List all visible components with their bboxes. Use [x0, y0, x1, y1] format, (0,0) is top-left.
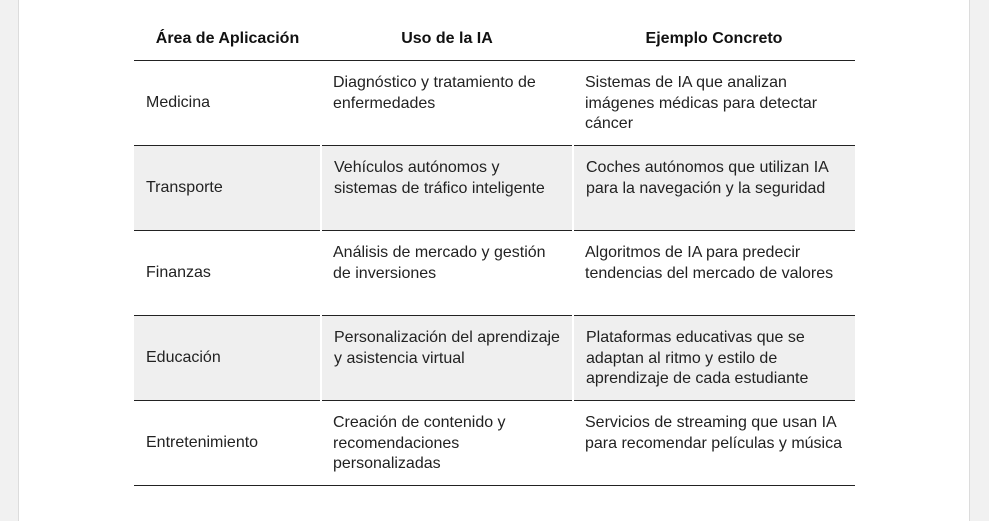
header-area: Área de Aplicación: [134, 18, 321, 61]
cell-uso: Análisis de mercado y gestión de inversiones: [321, 231, 573, 316]
cell-ejemplo: Algoritmos de IA para predecir tendencias del mercado de valores: [573, 231, 855, 316]
cell-uso: Vehículos autónomos y sistemas de tráfico inteligente: [321, 146, 573, 231]
table-body: [134, 61, 855, 486]
cell-area: Medicina: [134, 61, 321, 146]
ai-applications-table: [134, 18, 855, 486]
cell-area: Transporte: [134, 146, 321, 231]
cell-ejemplo: Sistemas de IA que analizan imágenes médicas para detectar cáncer: [573, 61, 855, 146]
table-row: [134, 401, 855, 486]
document-page: [18, 0, 970, 521]
table-row: [134, 316, 855, 401]
cell-area: Educación: [134, 316, 321, 401]
header-uso: Uso de la IA: [321, 18, 573, 61]
header-row: [134, 18, 855, 61]
header-ejemplo: Ejemplo Concreto: [573, 18, 855, 61]
cell-area: Entretenimiento: [134, 401, 321, 486]
table-header: [134, 18, 855, 61]
cell-uso: Personalización del aprendizaje y asistencia virtual: [321, 316, 573, 401]
cell-uso: Diagnóstico y tratamiento de enfermedades: [321, 61, 573, 146]
cell-ejemplo: Plataformas educativas que se adaptan al ritmo y estilo de aprendizaje de cada estudiante: [573, 316, 855, 401]
table-row: [134, 61, 855, 146]
table-row: [134, 231, 855, 316]
cell-area: Finanzas: [134, 231, 321, 316]
cell-ejemplo: Coches autónomos que utilizan IA para la navegación y la seguridad: [573, 146, 855, 231]
cell-uso: Creación de contenido y recomendaciones personalizadas: [321, 401, 573, 486]
cell-ejemplo: Servicios de streaming que usan IA para recomendar películas y música: [573, 401, 855, 486]
table-row: [134, 146, 855, 231]
